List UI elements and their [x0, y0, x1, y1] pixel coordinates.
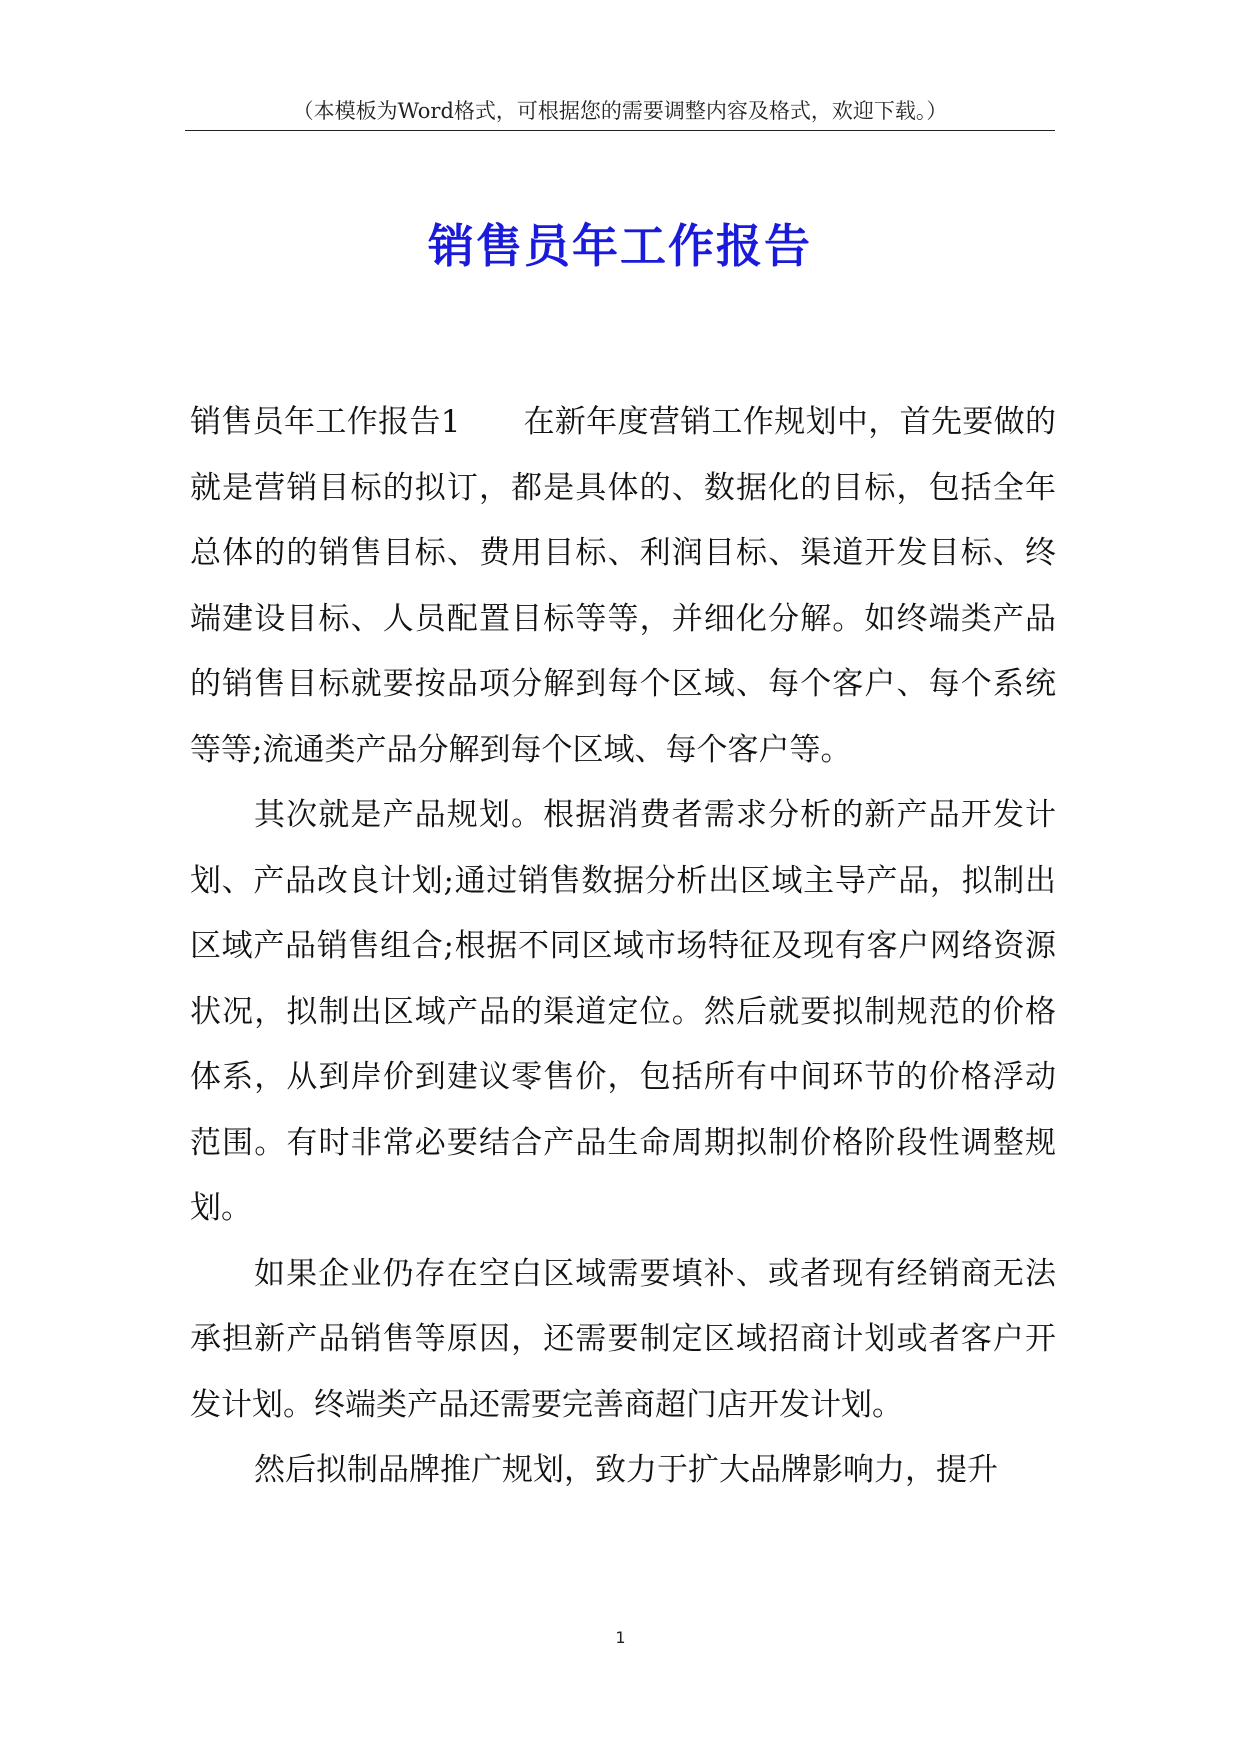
- paragraph-2: 其次就是产品规划。根据消费者需求分析的新产品开发计划、产品改良计划;通过销售数据分析出区域主导产品，拟制出区域产品销售组合;根据不同区域市场特征及现有客户网络资源状况，拟制出区域产品的渠道定位。然后就要拟制规范的价格体系，从到岸价到建议零售价，包括所有中间环节的价格浮动范围。有时非常必要结合产品生命周期拟制价格阶段性调整规划。: [190, 797, 1056, 1226]
- header-divider: [185, 130, 1055, 131]
- paragraph-1: 销售员年工作报告1 在新年度营销工作规划中，首先要做的就是营销目标的拟订，都是具体的、数据化的目标，包括全年总体的的销售目标、费用目标、利润目标、渠道开发目标、终端建设目标、人员配置目标等等，并细化分解。如终端类产品的销售目标就要按品项分解到每个区域、每个客户、每个系统等等;流通类产品分解到每个区域、每个客户等。: [190, 404, 1056, 768]
- paragraph-3: 如果企业仍存在空白区域需要填补、或者现有经销商无法承担新产品销售等原因，还需要制定区域招商计划或者客户开发计划。终端类产品还需要完善商超门店开发计划。: [190, 1255, 1056, 1423]
- document-body: [190, 390, 1056, 1504]
- page-number: 1: [615, 1628, 626, 1647]
- document-title: 销售员年工作报告: [428, 219, 812, 273]
- paragraph-4: 然后拟制品牌推广规划，致力于扩大品牌影响力，提升: [254, 1452, 998, 1488]
- template-header-note: （本模板为Word格式，可根据您的需要调整内容及格式，欢迎下载。）: [292, 99, 948, 123]
